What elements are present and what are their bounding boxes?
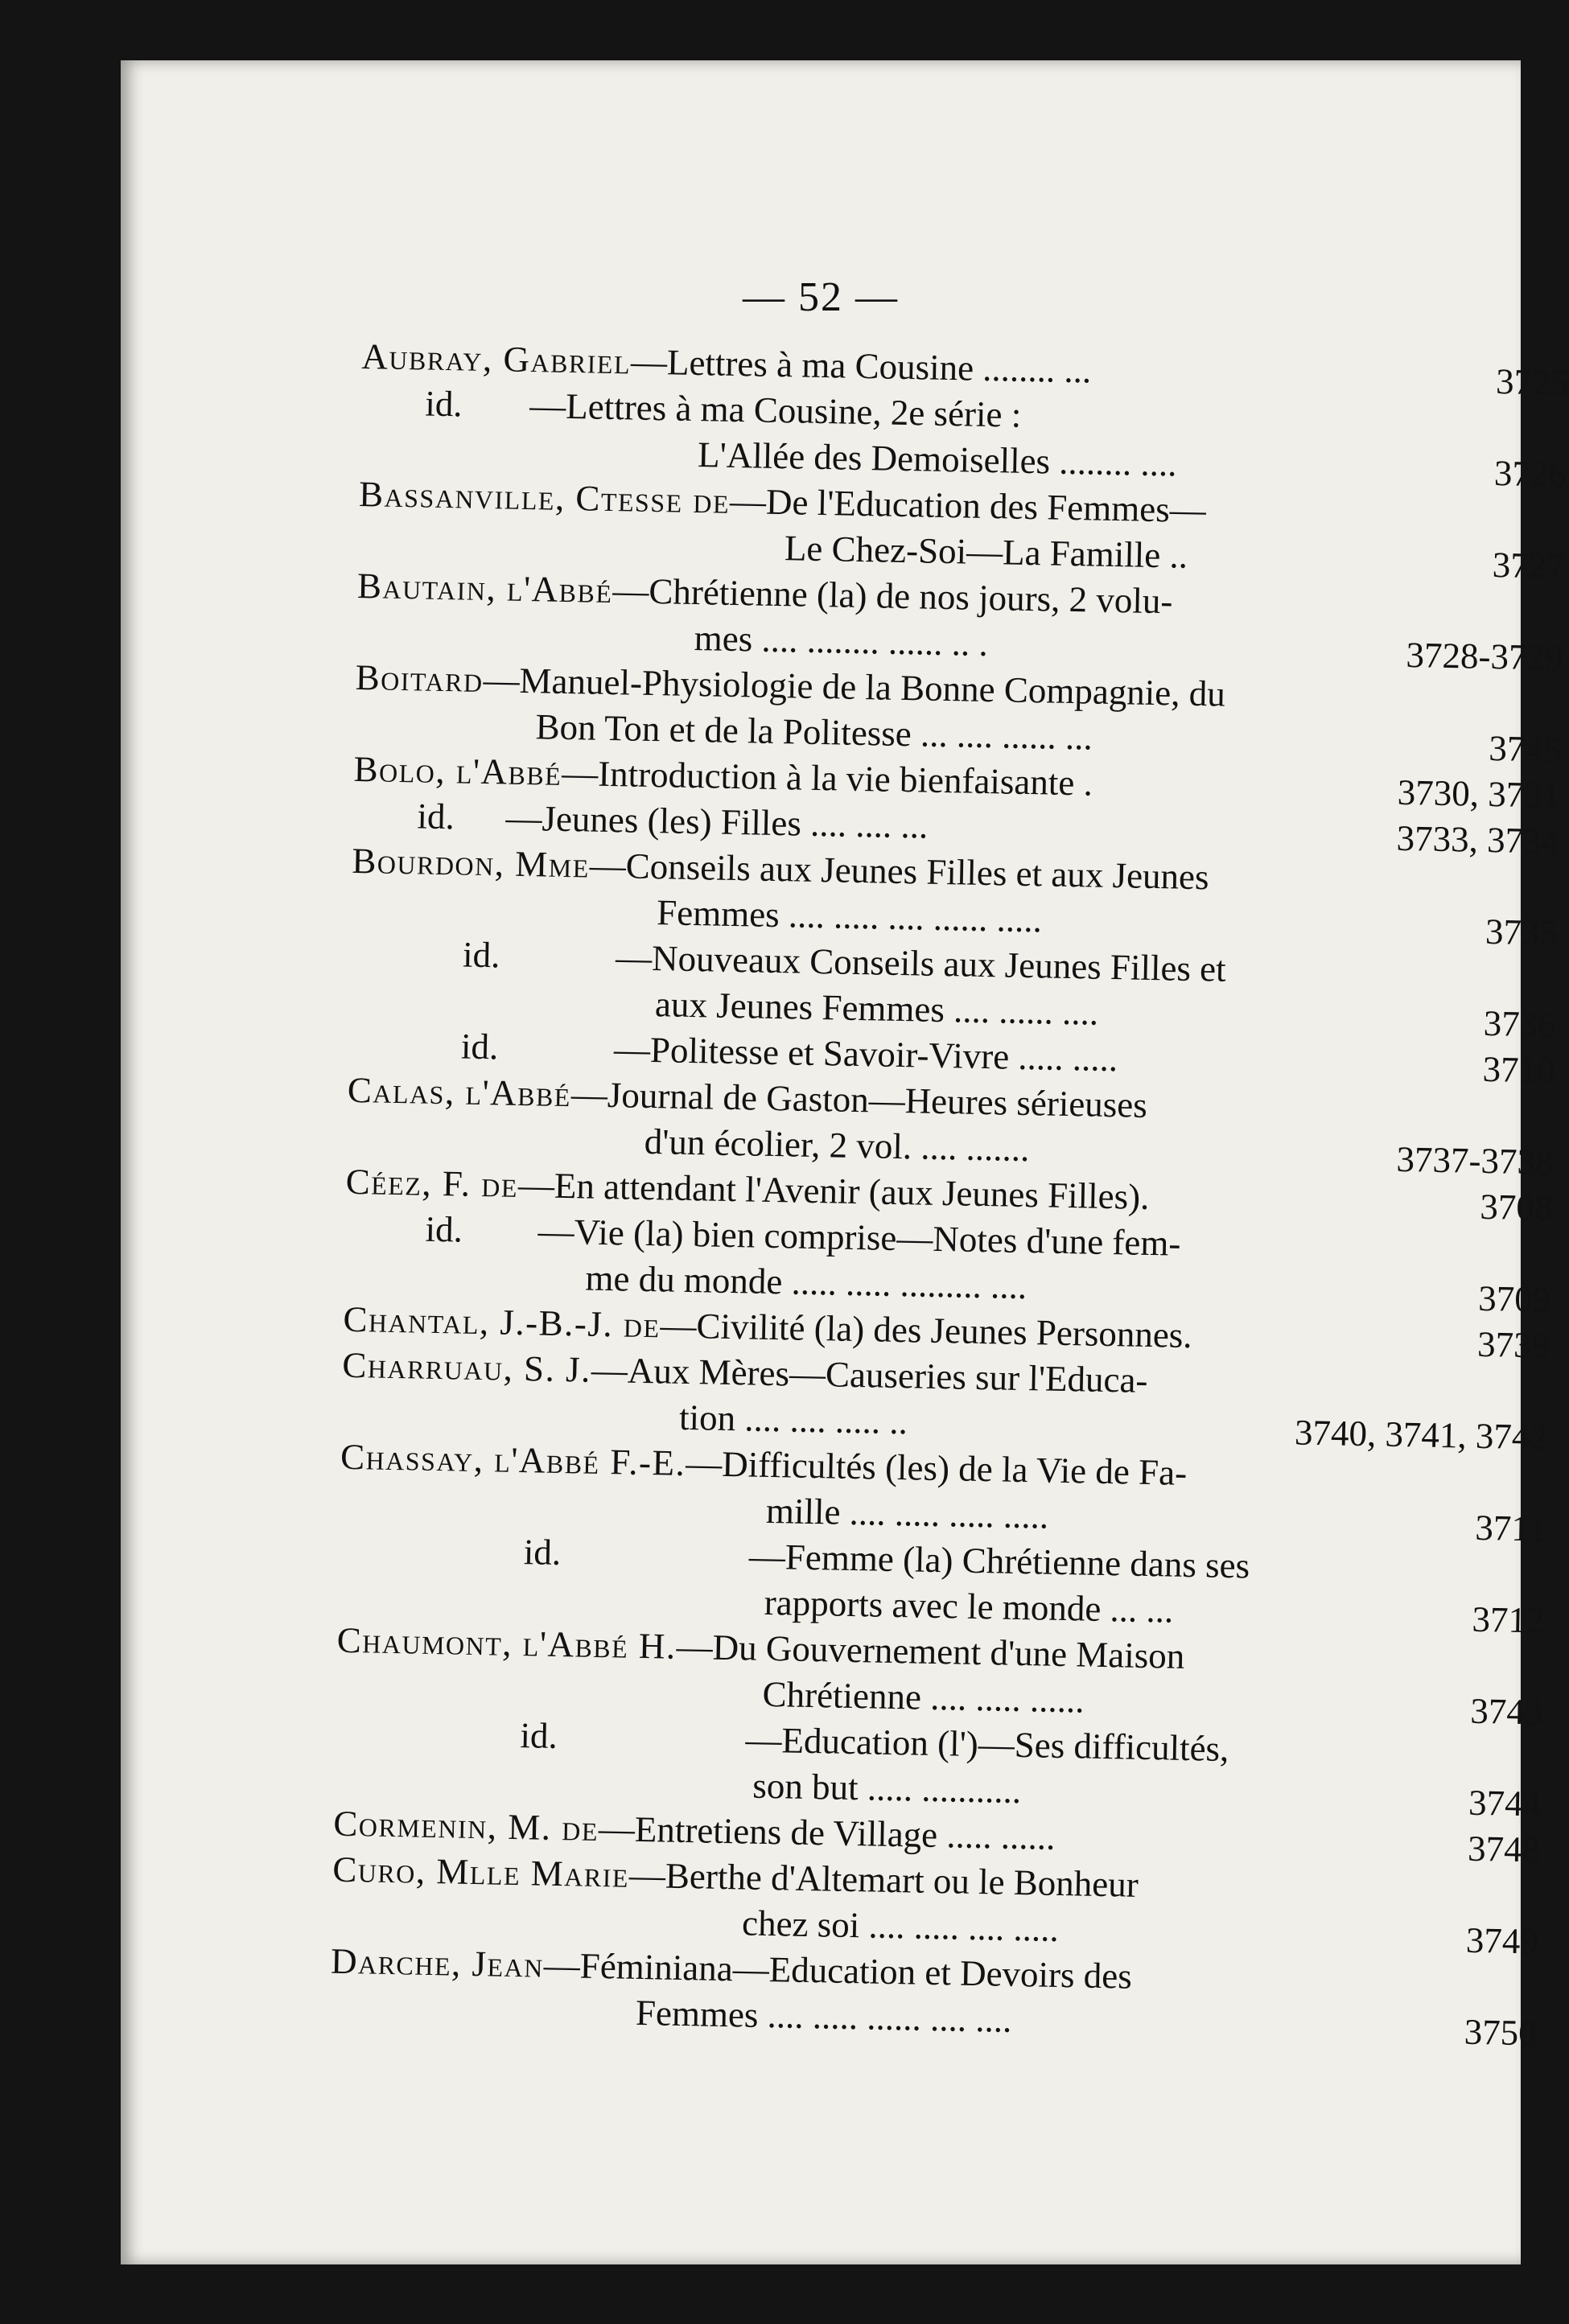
entry-title: —Conseils aux Jeunes Filles et aux Jeunes [589, 845, 1210, 898]
entry-author: id. [520, 1715, 558, 1756]
entry-number: 3727 [1492, 545, 1566, 586]
entry-author: id. [462, 934, 500, 976]
entry-author: Bolo, l'Abbé [353, 748, 562, 793]
entry-author: Chantal, J.-B.-J. de [343, 1298, 661, 1346]
entry-title: —Education (l')—Ses difficultés, [745, 1719, 1229, 1770]
entry-number: 3736 [1483, 1002, 1557, 1045]
entry-author: id. [424, 383, 463, 425]
entry-title: —Jeunes (les) Filles .... .... ... [505, 797, 929, 846]
entry-title: —Politesse et Savoir-Vivre ..... ..... [613, 1029, 1118, 1080]
entry-number: 3750 [1464, 2011, 1538, 2054]
entry-title-cont: chez soi .... ..... .... ..... [741, 1902, 1060, 1949]
entry-title: —En attendant l'Avenir (aux Jeunes Filles). [517, 1164, 1150, 1217]
entry-title-cont: me du monde ..... ..... ......... .... [585, 1257, 1027, 1307]
entry-title: —De l'Education des Femmes— [729, 480, 1207, 531]
entry-title: —Manuel-Physiologie de la Bonne Compagnie, du [483, 659, 1226, 714]
entry-title: —Du Gouvernement d'une Maison [676, 1626, 1185, 1676]
entry-author: Bourdon, Mme [351, 840, 591, 886]
entry-title-cont: mes .... ........ ...... .. . [694, 617, 989, 664]
entry-number: 3726 [1493, 453, 1567, 495]
entry-number: 3728-3729 [1406, 634, 1564, 678]
entry-title-cont: L'Allée des Demoiselles ........ .... [697, 434, 1178, 484]
entry-author: Curo, Mlle Marie [332, 1849, 630, 1895]
entry-title: —Difficultés (les) de la Vie de Fa- [685, 1442, 1188, 1493]
entry-title: —Lettres à ma Cousine, 2e série : [529, 385, 1022, 435]
entry-title-cont: d'un écolier, 2 vol. .... ....... [644, 1121, 1030, 1170]
entry-author: id. [460, 1026, 499, 1067]
entry-title: —Vie (la) bien comprise—Notes d'une fem- [537, 1211, 1181, 1264]
entry-title: —Chrétienne (la) de nos jours, 2 volu- [612, 570, 1173, 622]
entry-author: Charruau, S. J. [341, 1344, 592, 1390]
entry-title-cont: aux Jeunes Femmes .... ...... .... [654, 984, 1099, 1033]
entry-author: Bassanville, Ctesse de [358, 473, 731, 521]
entry-title-cont: rapports avec le monde ... ... [764, 1582, 1174, 1631]
entry-number: 3735 [1485, 911, 1559, 953]
entry-number: 3730, 3731 [1397, 771, 1561, 816]
entry-title-cont: tion .... .... ..... .. [678, 1396, 908, 1442]
entry-number: 3743 [1469, 1690, 1543, 1733]
entry-title-cont: Chrétienne .... ..... ...... [762, 1673, 1085, 1721]
page-number: — 52 — [743, 274, 899, 320]
entry-title-cont: mille .... ..... ..... ..... [765, 1490, 1049, 1536]
entry-title: —Civilité (la) des Jeunes Personnes. [660, 1305, 1193, 1356]
entry-author: Chaumont, l'Abbé H. [336, 1619, 677, 1667]
entry-number: 3737-3738 [1396, 1138, 1554, 1183]
entry-title: —Lettres à ma Cousine ........ ... [630, 341, 1092, 391]
entry-author: Céez, F. de [345, 1161, 519, 1205]
entry-title-cont: Le Chez-Soi—La Famille .. [784, 528, 1188, 576]
entry-author: Boitard [355, 656, 484, 700]
entry-author: Cormenin, M. de [332, 1803, 599, 1849]
entry-author: Darche, Jean [330, 1940, 545, 1985]
entry-number: 3749 [1465, 1919, 1539, 1962]
entry-number: 3712 [1472, 1598, 1546, 1641]
entry-title: —Féminiana—Education et Devoirs des [543, 1944, 1133, 1997]
entry-number: 3744 [1468, 1782, 1542, 1824]
entry-number: 3739 [1476, 1323, 1550, 1366]
entry-number: 3745 [1488, 727, 1562, 770]
entry-number: 3710 [1482, 1048, 1556, 1091]
entry-title: —Aux Mères—Causeries sur l'Educa- [591, 1349, 1148, 1401]
entry-title: —Berthe d'Altemart ou le Bonheur [628, 1854, 1139, 1905]
entry-title-cont: Femmes .... ..... .... ...... ..... [656, 892, 1043, 940]
entry-title-cont: Femmes .... ..... ...... .... .... [635, 1992, 1012, 2040]
entry-number: 3709 [1477, 1277, 1551, 1320]
entry-author: Bautain, l'Abbé [356, 565, 613, 611]
entry-author: id. [417, 796, 455, 837]
entry-title: —Nouveaux Conseils aux Jeunes Filles et [615, 937, 1227, 989]
catalog-list [330, 334, 1569, 2053]
entry-author: Aubray, Gabriel [360, 335, 632, 382]
entry-number: 3711 [1474, 1507, 1547, 1549]
entry-title-cont: Bon Ton et de la Politesse ... .... ...... ... [535, 706, 1093, 758]
entry-author: id. [523, 1532, 562, 1573]
scanned-page [121, 60, 1569, 2264]
entry-number: 3740, 3741, 3742 [1294, 1412, 1549, 1458]
entry-title: —Journal de Gaston—Heures sérieuses [570, 1074, 1148, 1125]
entry-author: Chassay, l'Abbé F.-E. [340, 1436, 686, 1483]
entry-number: 3733, 3734 [1396, 817, 1560, 862]
entry-number: 3725 [1495, 361, 1569, 403]
entry-author: Calas, l'Abbé [347, 1069, 572, 1115]
entry-number: 3708 [1479, 1186, 1553, 1228]
entry-title: —Introduction à la vie bienfaisante . [561, 752, 1093, 804]
entry-title: —Femme (la) Chrétienne dans ses [748, 1536, 1250, 1586]
entry-number: 3748 [1467, 1828, 1541, 1870]
entry-title-cont: son but ..... ........... [752, 1765, 1022, 1812]
entry-title: —Entretiens de Village ..... ...... [598, 1808, 1056, 1857]
entry-author: id. [425, 1208, 463, 1250]
